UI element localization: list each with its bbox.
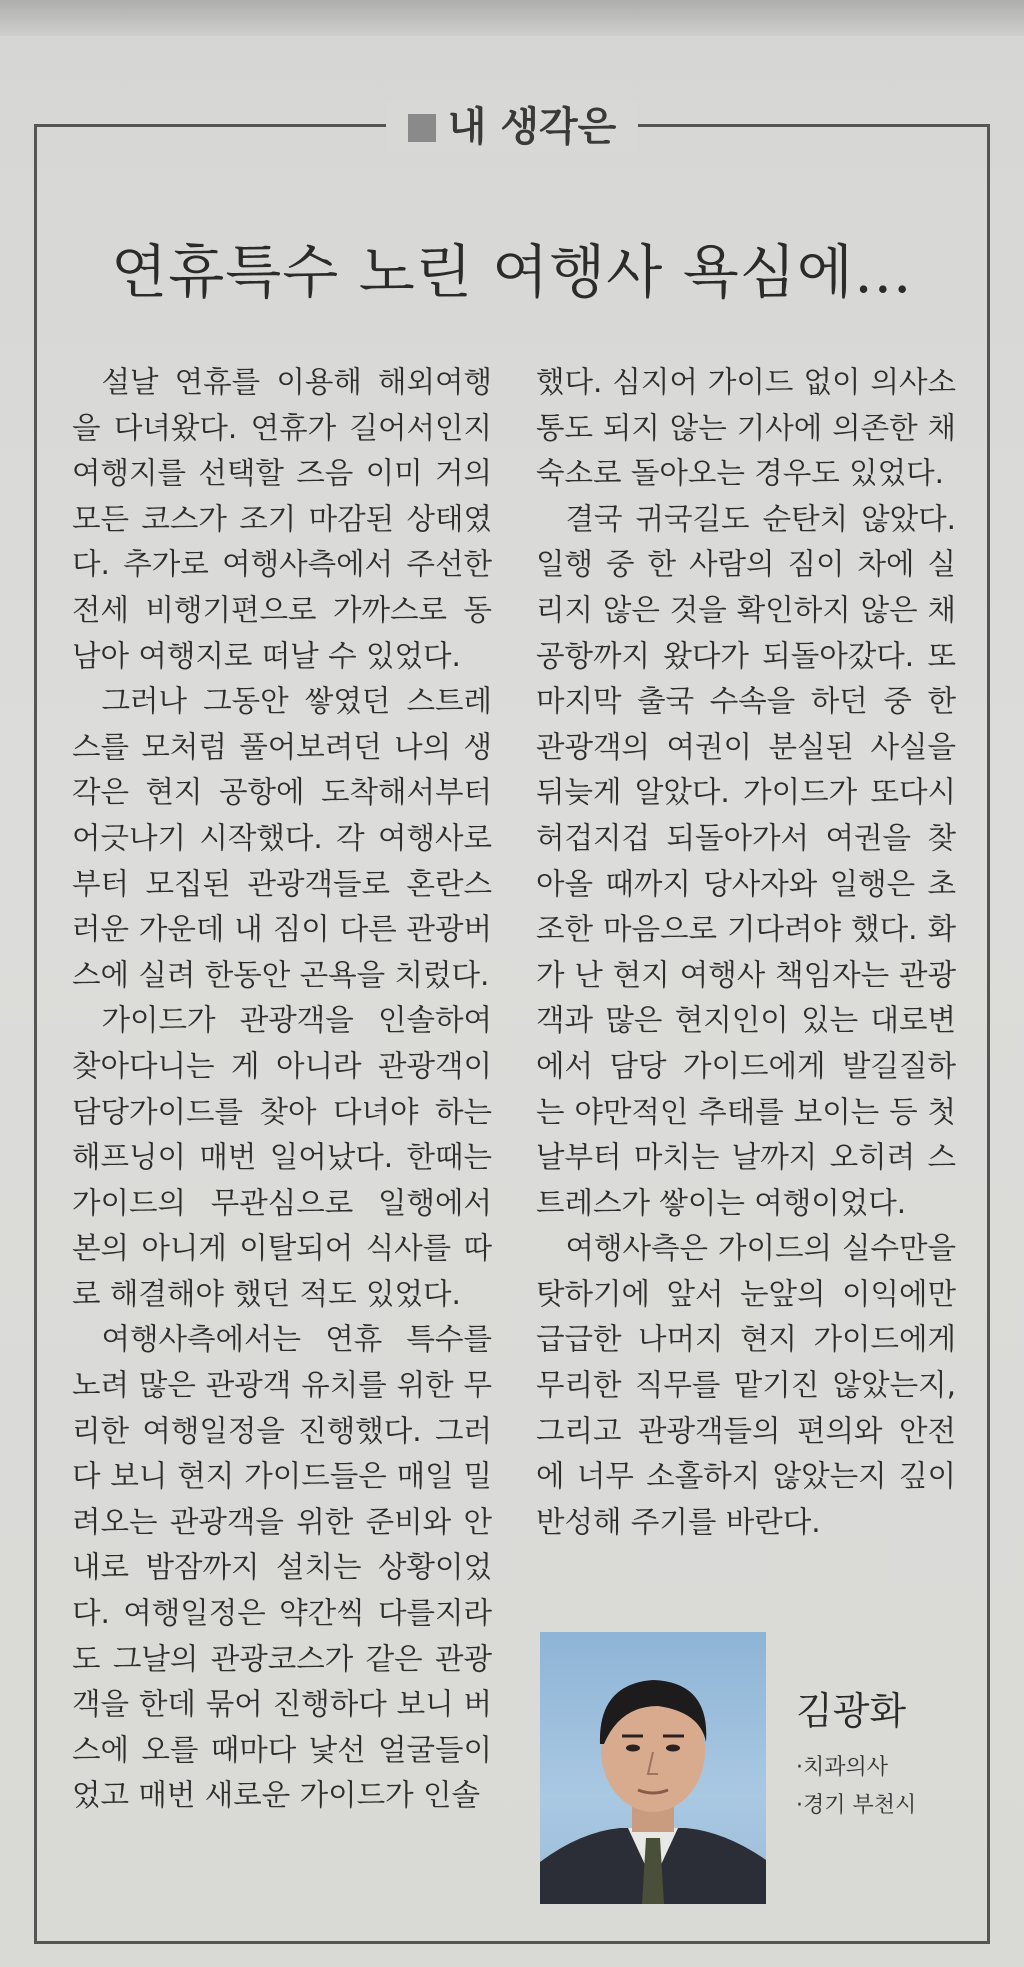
section-label bbox=[386, 102, 639, 152]
section-header bbox=[0, 102, 1024, 152]
author-occupation: ·치과의사 bbox=[796, 1755, 889, 1780]
paragraph: 가이드가 관광객을 인솔하여 찾아다니는 게 아니라 관광객이 담당가이드를 찾아 다녀야 하는 해프닝이 매번 일어났다. 한때는 가이드의 무관심으로 일행에서 본의 아니게 이탈되어 식사를 따로 해결해야 했던 적도 있었다. bbox=[72, 1003, 492, 1311]
author-location: ·경기 부천시 bbox=[796, 1793, 917, 1818]
paragraph-continued: 했다. 심지어 가이드 없이 의사소통도 되지 않는 기사에 의존한 채 숙소로 돌아오는 경우도 있었다. bbox=[536, 365, 956, 491]
article-column-left bbox=[72, 360, 492, 1819]
author-portrait-illustration bbox=[540, 1632, 766, 1904]
author-byline bbox=[796, 1680, 916, 1825]
paragraph: 설날 연휴를 이용해 해외여행을 다녀왔다. 연휴가 길어서인지 여행지를 선택할 즈음 이미 거의 모든 코스가 조기 마감된 상태였다. 추가로 여행사측에서 주선한 전세 비행기편으로 가까스로 동남아 여행지로 떠날 수 있었다. bbox=[72, 365, 492, 673]
paragraph: 그러나 그동안 쌓였던 스트레스를 모처럼 풀어보려던 나의 생각은 현지 공항에 도착해서부터 어긋나기 시작했다. 각 여행사로부터 모집된 관광객들로 혼란스러운 가운데 내 짐이 다른 관광버스에 실려 한동안 곤욕을 치렀다. bbox=[72, 684, 492, 992]
author-photo bbox=[540, 1632, 766, 1904]
page-top-edge bbox=[0, 0, 1024, 36]
section-label-text: 내 생각은 bbox=[447, 104, 617, 150]
paragraph: 결국 귀국길도 순탄치 않았다. 일행 중 한 사람의 짐이 차에 실리지 않은 것을 확인하지 않은 채 공항까지 왔다가 되돌아갔다. 또 마지막 출국 수속을 하던 중 한 관광객의 여권이 분실된 사실을 뒤늦게 알았다. 가이드가 또다시 허겁지겁 되돌아가서 여권을 찾아올 때까지 당사자와 일행은 초조한 마음으로 기다려야 했다. 화가 난 현지 여행사 책임자는 관광객과 많은 현지인이 있는 대로변에서 담당 가이드에게 발길질하는 야만적인 추태를 보이는 등 첫날부터 마치는 날까지 오히려 스트레스가 쌓이는 여행이었다. bbox=[536, 501, 956, 1220]
square-bullet-icon bbox=[408, 114, 436, 142]
article-headline: 연휴특수 노린 여행사 욕심에… bbox=[111, 238, 913, 306]
author-name: 김광화 bbox=[796, 1689, 907, 1733]
paragraph: 여행사측은 가이드의 실수만을 탓하기에 앞서 눈앞의 이익에만 급급한 나머지 현지 가이드에게 무리한 직무를 맡기진 않았는지, 그리고 관광객들의 편의와 안전에 너무 소홀하지 않았는지 깊이 반성해 주기를 바란다. bbox=[536, 1231, 956, 1539]
article-column-right bbox=[536, 360, 956, 1545]
paragraph: 여행사측에서는 연휴 특수를 노려 많은 관광객 유치를 위한 무리한 여행일정을 진행했다. 그러다 보니 현지 가이드들은 매일 밀려오는 관광객을 위한 준비와 안내로 밤잠까지 설치는 상황이었다. 여행일정은 약간씩 다를지라도 그날의 관광코스가 같은 관광객을 한데 묶어 진행하다 보니 버스에 오를 때마다 낯선 얼굴들이었고 매번 새로운 가이드가 인솔 bbox=[72, 1322, 492, 1813]
